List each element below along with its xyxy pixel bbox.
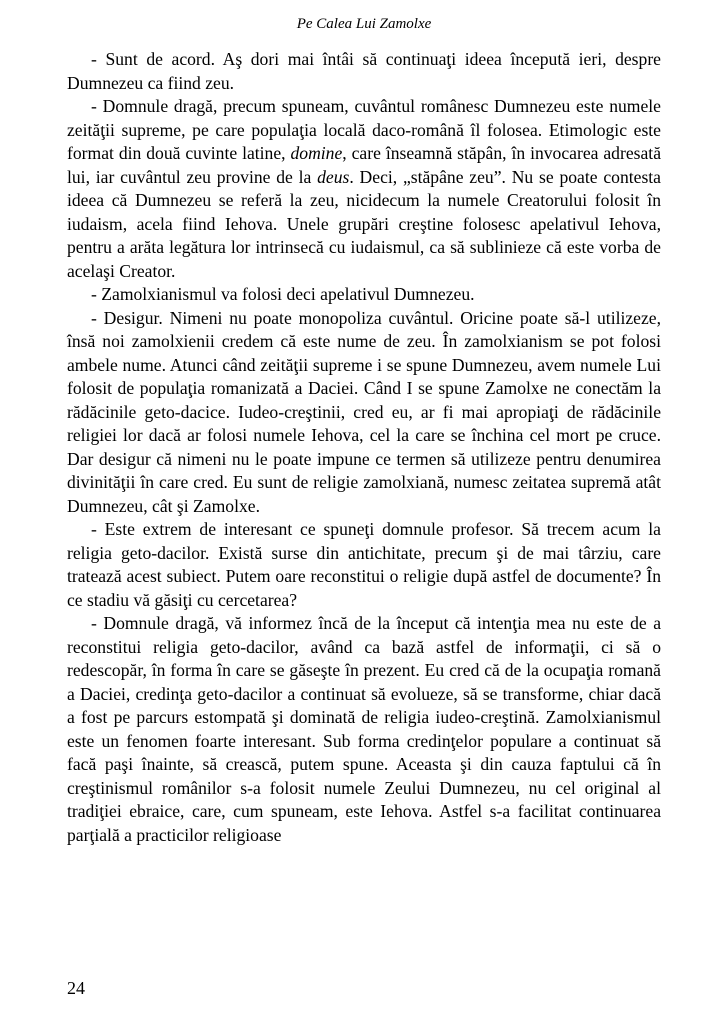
paragraph-1: - Sunt de acord. Aş dori mai întâi să continuaţi ideea începută ieri, despre Dumnezeu ca fiind zeu. xyxy=(67,49,661,93)
paragraph-4: - Desigur. Nimeni nu poate monopoliza cuvântul. Oricine poate să-l utilizeze, însă noi zamolxienii credem că este nume de zeu. În zamolxianism se pot folosi ambele nume. Atunci când zeităţii supreme i se spune Dumnezeu, avem numele Lui folosit de populaţia romanizată a Daciei. Când I se spune Zamolxe ne conectăm la rădăcinile geto-dacice. Iudeo-creştinii, cred eu, ar fi mai apropiaţi de rădăcinile religiei lor dacă ar folosi numele Iehova, cel la care se închina cel mort pe cruce. Dar desigur că nimeni nu le poate impune ce termen să utilizeze pentru denumirea divinităţii în care cred. Eu sunt de religie zamolxiană, numesc zeitatea supremă atât Dumnezeu, cât şi Zamolxe. xyxy=(67,307,661,516)
paragraph-2 xyxy=(67,95,661,283)
paragraph-6: - Domnule dragă, vă informez încă de la început că intenţia mea nu este de a reconstitui religia geto-dacilor, având ca bază astfel de informaţii, ci să o redescopăr, în forma în care se găseşte în prezent. Eu cred că de la ocupaţia romană a Daciei, credinţa geto-dacilor a continuat să evolueze, să se transforme, chiar dacă a fost pe parcurs estompată şi dominată de religia iudeo-creştină. Zamolxianismul este un fenomen foarte interesant. Sub forma credinţelor populare a continuat să facă paşi înainte, să crească, putem spune. Aceasta şi din cauza faptului că în creştinismul românilor s-a folosit numele Zeului Dumnezeu, nu cel original al tradiţiei ebraice, care, cum spuneam, este Iehova. Astfel s-a facilitat continuarea parţială a practicilor religioase xyxy=(67,613,661,845)
body-text xyxy=(67,48,661,847)
running-header: Pe Calea Lui Zamolxe xyxy=(296,16,432,32)
paragraph-2-part-a: - Domnule dragă, precum spuneam, cuvântul românesc Dumnezeu este numele zeităţii supreme, pe care populaţia locală daco-română îl folosea. Etimologic este format din două cuvinte latine, xyxy=(67,96,661,163)
page-number: 24 xyxy=(67,978,85,998)
paragraph-3: - Zamolxianismul va folosi deci apelativul Dumnezeu. xyxy=(91,284,475,304)
word-domine: domine xyxy=(290,143,343,163)
paragraph-2-part-e: . Deci, „stăpâne zeu”. Nu se poate contesta ideea că Dumnezeu se referă la zeu, nicidecum la numele Creatorului folosit în iudaism, acela fiind Iehova. Unele grupări creştine folosesc apelativul Iehova, pentru a arăta legătura lor intrinsecă cu iudaismul, ca să sublinieze că este vorba de acelaşi Creator. xyxy=(67,166,661,281)
word-deus: deus xyxy=(317,166,350,187)
paragraph-5: - Este extrem de interesant ce spuneţi domnule profesor. Să trecem acum la religia geto-dacilor. Există surse din antichitate, precum şi de mai târziu, care tratează acest subiect. Putem oare reconstitui o religie după astfel de documente? În ce stadiu vă găsiţi cu cercetarea? xyxy=(67,519,661,610)
paragraph-2-part-c: , care înseamnă stăpân, în invocarea adresată lui, iar cuvântul zeu provine de la xyxy=(67,143,661,187)
